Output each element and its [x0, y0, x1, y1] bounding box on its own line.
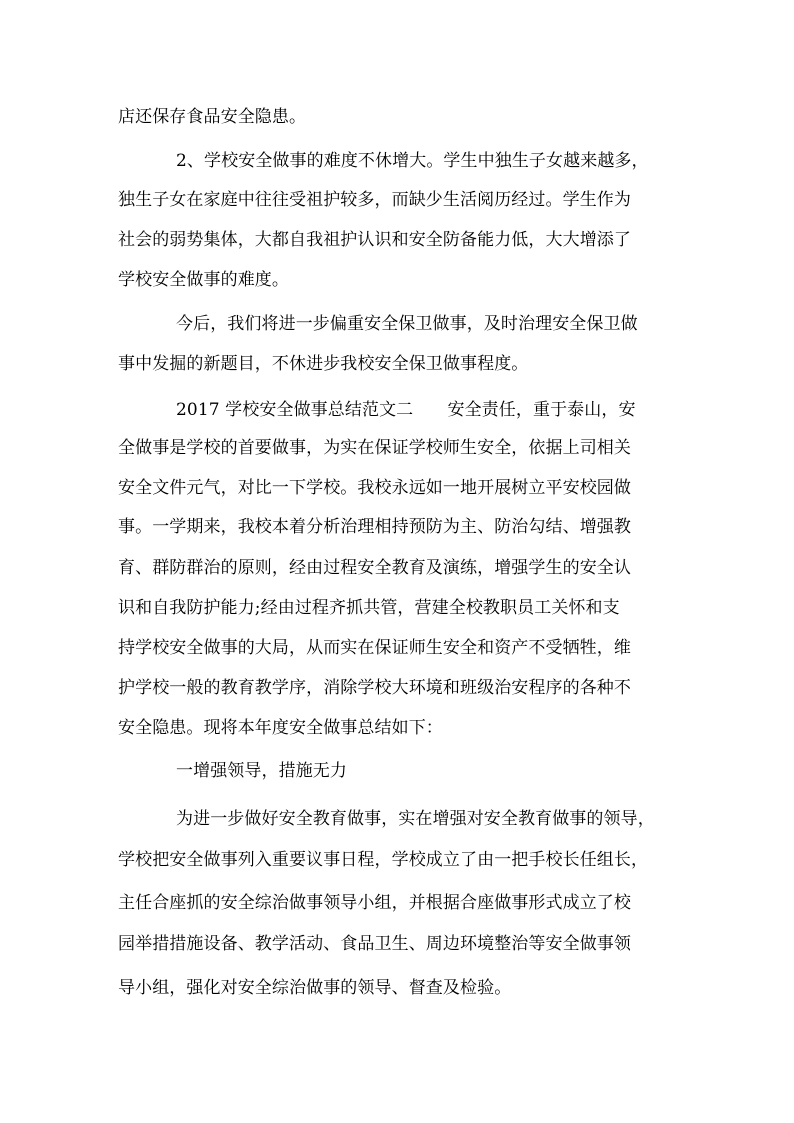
text-line: 安全文件元气，对比一下学校。我校永远如一地开展树立平安校园做: [118, 478, 631, 498]
text-line: 今后，我们将进一步偏重安全保卫做事，及时治理安全保卫做: [176, 314, 638, 334]
text-line: 独生子女在家庭中往往受祖护较多，而缺少生活阅历经过。学生作为: [118, 190, 631, 210]
text-line: 安全隐患。现将本年度安全做事总结如下：: [118, 718, 443, 738]
text-line: 事中发掘的新题目，不休进步我校安全保卫做事程度。: [118, 354, 529, 374]
text-line: 为进一步做好安全教育做事，实在增强对安全教育做事的领导，: [176, 809, 655, 829]
text-line: 学校把安全做事列入重要议事日程，学校成立了由一把手校长任组长，: [118, 850, 649, 870]
text-line: 园举措措施设备、教学活动、食品卫生、周边环境整治等安全做事领: [118, 934, 631, 954]
text-line: 2017 学校安全做事总结范文二 安全责任，重于泰山，安: [176, 400, 636, 420]
text-line: 识和自我防护能力;经由过程齐抓共管，营建全校教职员工关怀和支: [118, 598, 620, 618]
text-line: 护学校一般的教育教学序，消除学校大环境和班级治安程序的各种不: [118, 678, 631, 698]
text-line: 事。一学期来，我校本着分析治理相持预防为主、防治勾结、增强教: [118, 517, 631, 537]
text-line: 主任合座抓的安全综治做事领导小组，并根据合座做事形式成立了校: [118, 893, 631, 913]
text-line: 店还保存食品安全隐患。: [118, 107, 307, 127]
text-line: 育、群防群治的原则，经由过程安全教育及演练，增强学生的安全认: [118, 558, 631, 578]
text-line: 2、学校安全做事的难度不休增大。学生中独生子女越来越多，: [176, 151, 649, 171]
text-line: 学校安全做事的难度。: [118, 270, 289, 290]
text-line: 社会的弱势集体，大都自我祖护认识和安全防备能力低，大大增添了: [118, 230, 631, 250]
text-line: 导小组，强化对安全综治做事的领导、督查及检验。: [118, 978, 512, 998]
text-line: 全做事是学校的首要做事，为实在保证学校师生安全，依据上司相关: [118, 438, 631, 458]
text-line: 一增强领导，措施无力: [176, 761, 347, 781]
text-line: 持学校安全做事的大局，从而实在保证师生安全和资产不受牺牲，维: [118, 638, 631, 658]
